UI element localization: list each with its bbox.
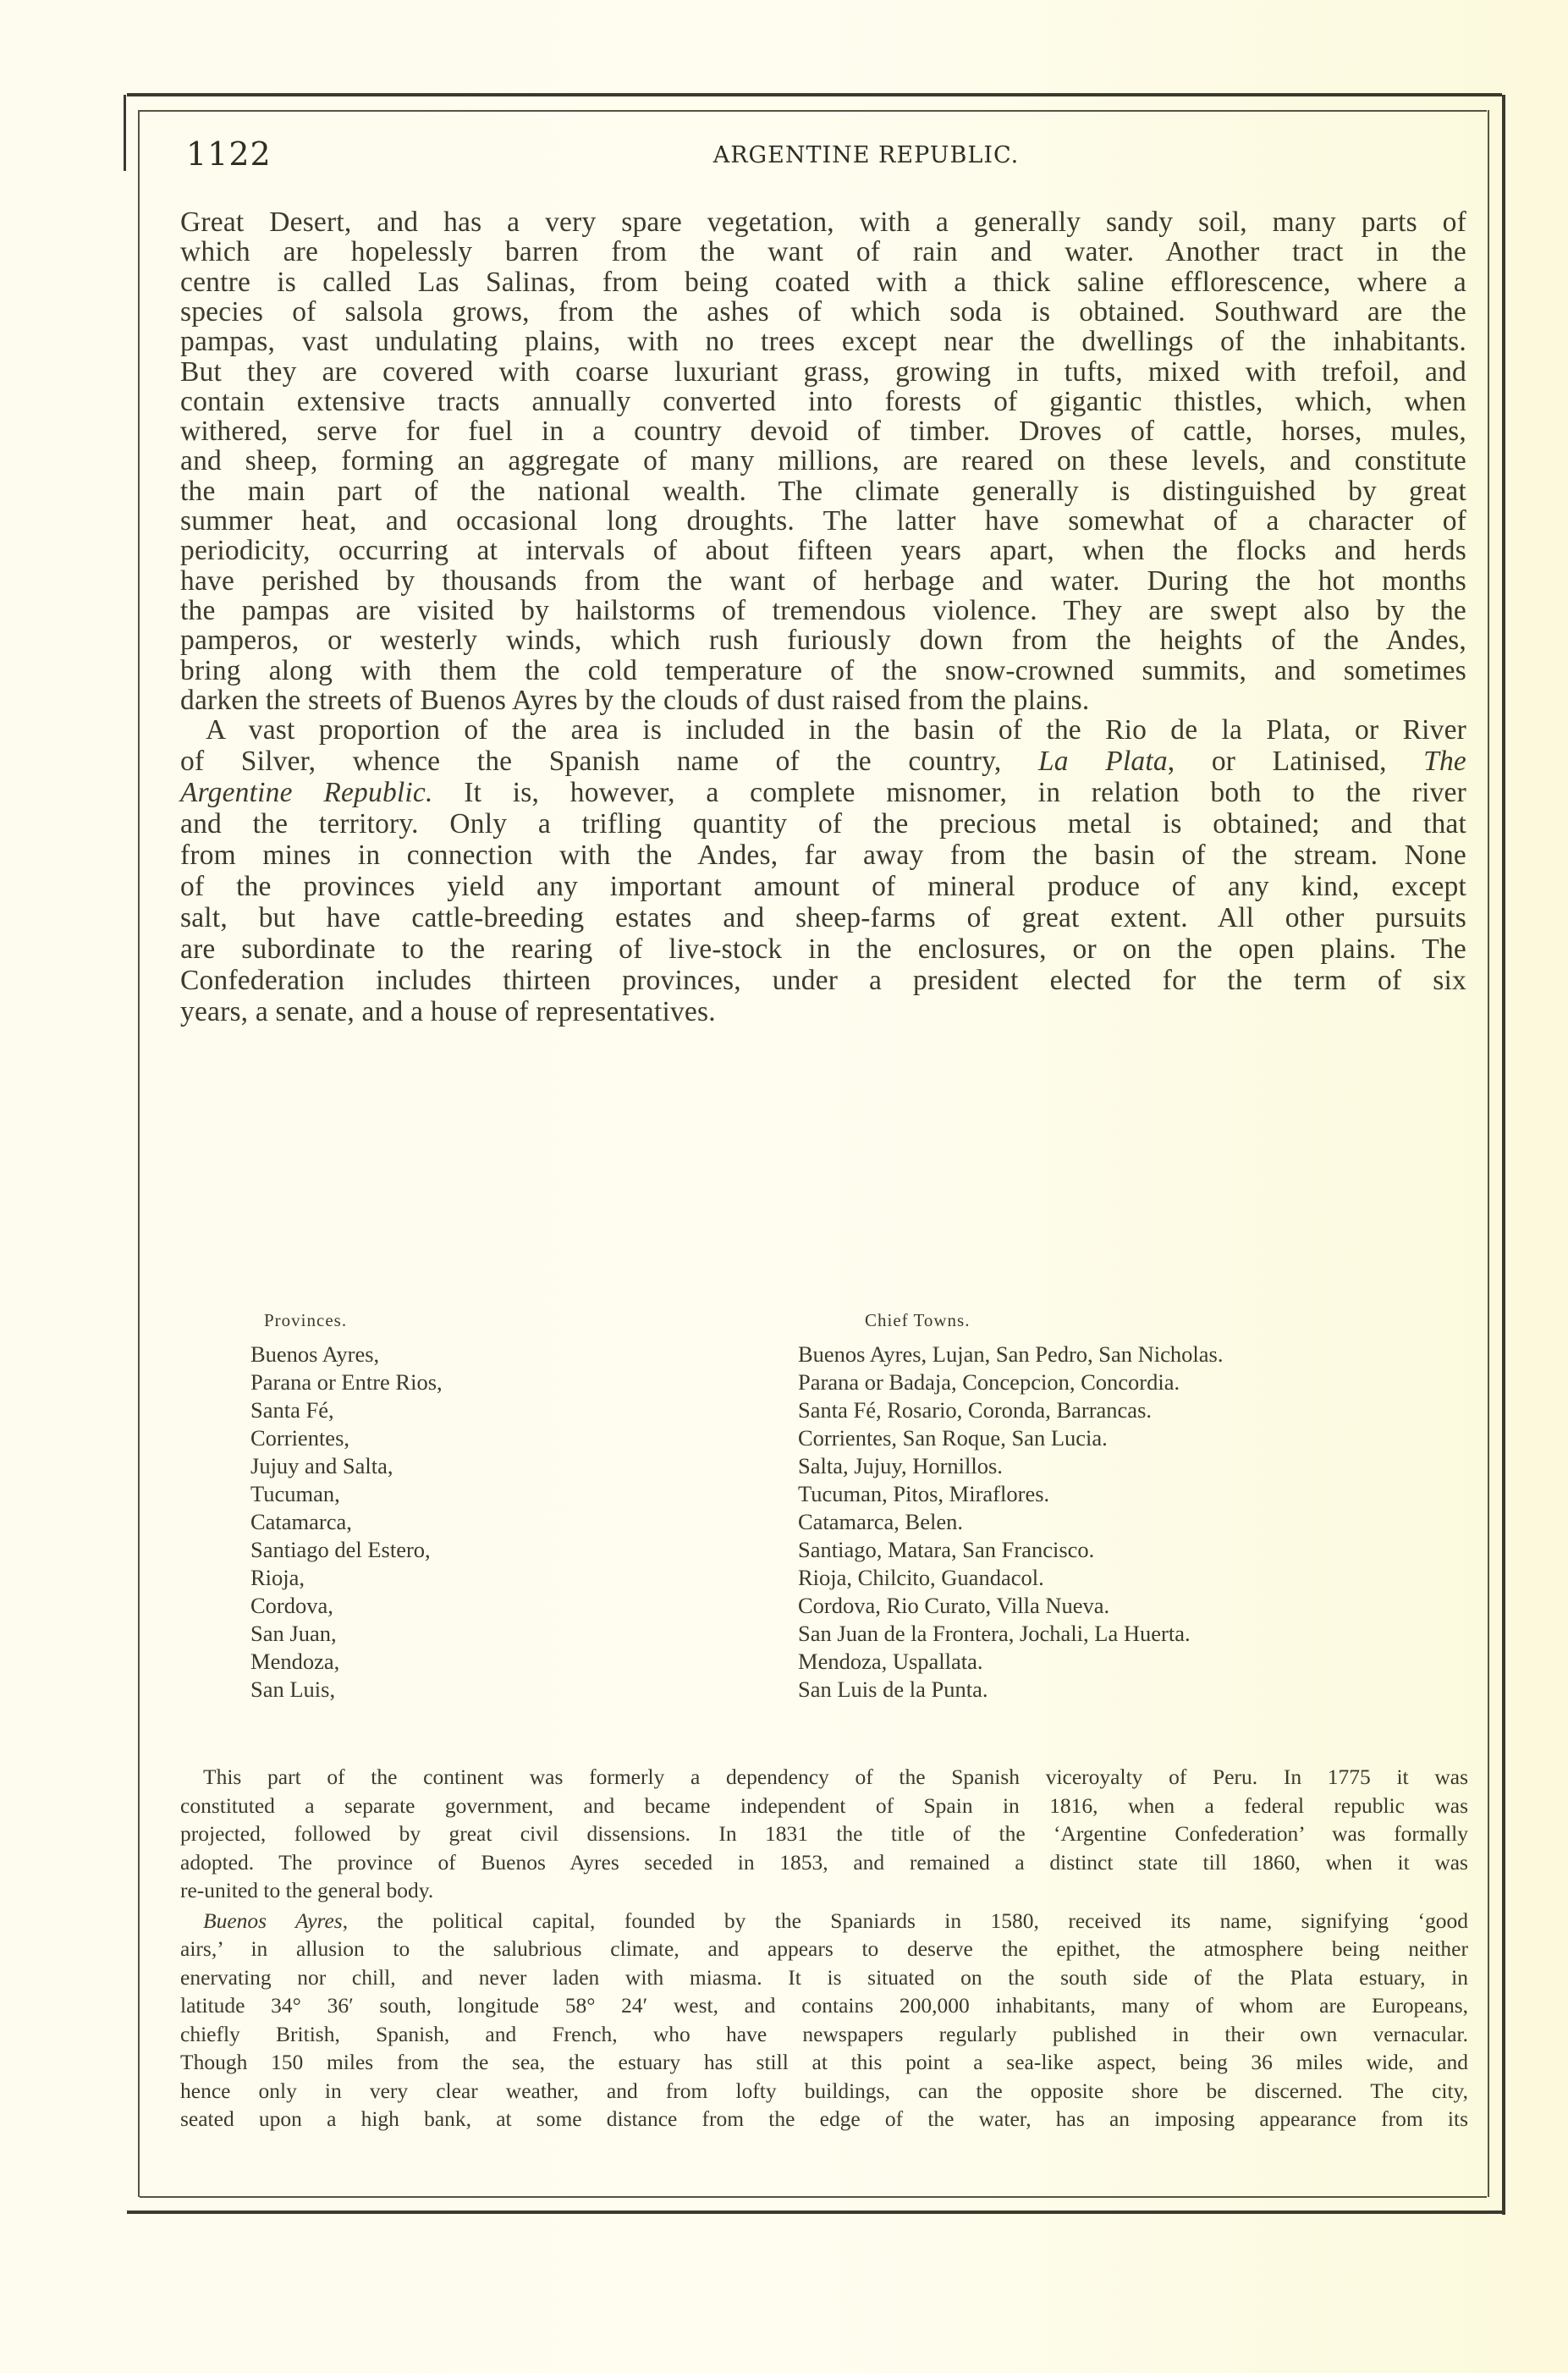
frame-outer-bottom-rule (127, 2211, 1502, 2214)
paragraph-1-line: contain extensive tracts annually converted into forests of gigantic thistles, which, when (180, 385, 1466, 417)
paragraph-2-line: from mines in connection with the Andes, far away from the basin of the stream. None (180, 840, 1466, 871)
page-number: 1122 (186, 135, 272, 173)
small-print-line: constituted a separate government, and became independent of Spain in 1816, when a federal republic was (180, 1792, 1468, 1818)
paragraph-2-line: A vast proportion of the area is included in the basin of the Rio de la Plata, or River (206, 714, 1466, 746)
chief-towns: Corrientes, San Roque, San Lucia. (798, 1425, 1108, 1451)
chief-towns: Santiago, Matara, San Francisco. (798, 1537, 1095, 1562)
paragraph-1-line: periodicity, occurring at intervals of about fifteen years apart, when the flocks and herds (180, 535, 1466, 567)
paragraph-2-line: salt, but have cattle-breeding estates and sheep-farms of great extent. All other pursuits (180, 902, 1466, 933)
chief-towns: Parana or Badaja, Concepcion, Concordia. (798, 1369, 1180, 1395)
paragraph-2-line: of the provinces yield any important amount of mineral produce of any kind, except (180, 871, 1466, 902)
small-print-line: Though 150 miles from the sea, the estuary has still at this point a sea-like aspect, being 36 miles wide, and (180, 2050, 1468, 2074)
paragraph-1-line: pampas, vast undulating plains, with no trees except near the dwellings of the inhabitants. (180, 326, 1466, 358)
frame-outer-top-rule (127, 93, 1502, 96)
province-name: Mendoza, (250, 1649, 340, 1674)
table-row (250, 1424, 1351, 1451)
chief-towns: San Luis de la Punta. (798, 1677, 988, 1702)
paragraph-1-line: species of salsola grows, from the ashes of which soda is obtained. Southward are the (180, 295, 1466, 328)
table-row (250, 1536, 1351, 1563)
small-print-line: adopted. The province of Buenos Ayres seceded in 1853, and remained a distinct state till 1860, when it was (180, 1849, 1468, 1875)
province-name: San Juan, (250, 1621, 337, 1646)
small-print-line: seated upon a high bank, at some distance from the edge of the water, has an imposing appearance from its (180, 2106, 1468, 2131)
paragraph-1-line: which are hopelessly barren from the want of rain and water. Another tract in the (180, 236, 1466, 268)
chief-towns: Rioja, Chilcito, Guandacol. (798, 1565, 1044, 1590)
frame-inner-top-rule (140, 110, 1487, 112)
italic-term-argentine-republic: Argentine Republic. (180, 777, 433, 808)
paragraph-2-line: and the territory. Only a trifling quantity of the precious metal is obtained; and that (180, 808, 1466, 840)
province-name: San Luis, (250, 1677, 336, 1702)
chief-towns: Santa Fé, Rosario, Coronda, Barrancas. (798, 1397, 1153, 1423)
frame-inner-left-rule (138, 110, 140, 2197)
table-row (250, 1480, 1351, 1507)
italic-term-the: The (1423, 746, 1467, 777)
paragraph-1-line: darken the streets of Buenos Ayres by the clouds of dust raised from the plains. (180, 684, 1090, 716)
paragraph-1-line: have perished by thousands from the want of herbage and water. During the hot months (180, 564, 1466, 597)
paragraph-1-line: bring along with them the cold temperature of the snow-crowned summits, and sometimes (180, 654, 1466, 686)
paragraph-1-line: pamperos, or westerly winds, which rush furiously down from the heights of the Andes, (180, 625, 1466, 657)
province-name: Tucuman, (250, 1481, 340, 1506)
italic-term-la-plata: La Plata (1037, 746, 1168, 777)
chief-towns: Buenos Ayres, Lujan, San Pedro, San Nicholas. (798, 1341, 1224, 1367)
province-name: Jujuy and Salta, (250, 1453, 393, 1478)
paragraph-2-line: are subordinate to the rearing of live-stock in the enclosures, or on the open plains. The (180, 933, 1466, 965)
paragraph-1-line: the pampas are visited by hailstorms of tremendous violence. They are swept also by the (180, 594, 1466, 626)
table-row (250, 1648, 1351, 1675)
table-row (250, 1676, 1351, 1703)
province-name: Cordova, (250, 1593, 333, 1618)
province-name: Santa Fé, (250, 1397, 334, 1423)
frame-inner-right-rule (1488, 110, 1489, 2197)
small-print-line: hence only in very clear weather, and from lofty buildings, can the opposite shore be discerned. The city, (180, 2078, 1468, 2103)
province-name: Catamarca, (250, 1509, 352, 1534)
table-row (250, 1341, 1351, 1368)
running-title (0, 142, 1568, 168)
province-name: Corrientes, (250, 1425, 350, 1451)
small-print-line: re-united to the general body. (180, 1878, 434, 1902)
running-title-text: ARGENTINE REPUBLIC. (712, 142, 1020, 168)
text-run: of Silver, whence the Spanish name of the country, (180, 746, 1038, 777)
paragraph-1-line: and sheep, forming an aggregate of many millions, are reared on these levels, and constitute (180, 445, 1466, 477)
chief-towns: Mendoza, Uspallata. (798, 1649, 983, 1674)
table-row (250, 1396, 1351, 1423)
column-header-provinces: Provinces. (264, 1310, 348, 1330)
chief-towns: Catamarca, Belen. (798, 1509, 963, 1534)
frame-outer-right-rule (1502, 95, 1505, 2215)
text-run: , the political capital, founded by the Spaniards in 1580, received its name, signifying ‘good (342, 1908, 1468, 1933)
paragraph-1-line: summer heat, and occasional long droughts. The latter have somewhat of a character of (180, 505, 1466, 537)
province-name: Rioja, (250, 1565, 305, 1590)
text-run: It is, however, a complete misnomer, in relation both to the river (432, 777, 1466, 808)
paragraph-1-line: Great Desert, and has a very spare vegetation, with a generally sandy soil, many parts of (180, 206, 1466, 238)
paragraph-1-line: withered, serve for fuel in a country devoid of timber. Droves of cattle, horses, mules, (180, 416, 1466, 448)
paragraph-2-line (180, 777, 1466, 809)
table-row (250, 1620, 1351, 1647)
table-row (250, 1452, 1351, 1479)
column-header-chief-towns: Chief Towns. (865, 1310, 971, 1330)
small-print-line: enervating nor chill, and never laden with miasma. It is situated on the south side of the Plata estuary, in (180, 1964, 1468, 1990)
small-print-line (203, 1909, 1468, 1933)
chief-towns: San Juan de la Frontera, Jochali, La Huerta. (798, 1621, 1191, 1646)
italic-term-buenos-ayres: Buenos Ayres (203, 1908, 343, 1933)
small-print-line: airs,’ in allusion to the salubrious climate, and appears to deserve the epithet, the atmosphere being neither (180, 1936, 1468, 1961)
table-row (250, 1564, 1351, 1591)
frame-inner-bottom-rule (140, 2196, 1487, 2198)
small-print-line: This part of the continent was formerly a dependency of the Spanish viceroyalty of Peru. In 1775 it was (203, 1765, 1468, 1789)
province-name: Buenos Ayres, (250, 1341, 380, 1367)
chief-towns: Salta, Jujuy, Hornillos. (798, 1453, 1003, 1478)
paragraph-2-line: Confederation includes thirteen provinces, under a president elected for the term of six (180, 965, 1466, 996)
table-row (250, 1508, 1351, 1535)
paragraph-2-line: years, a senate, and a house of representatives. (180, 996, 716, 1027)
paragraph-1-line: the main part of the national wealth. The climate generally is distinguished by great (180, 475, 1466, 507)
small-print-line: projected, followed by great civil dissensions. In 1831 the title of the ‘Argentine Confederation’ was formally (180, 1821, 1468, 1846)
chief-towns: Tucuman, Pitos, Miraflores. (798, 1481, 1050, 1506)
text-run: , or Latinised, (1167, 746, 1424, 777)
small-print-line: chiefly British, Spanish, and French, who have newspapers regularly published in their own vernacular. (180, 2021, 1468, 2046)
paragraph-1-line: centre is called Las Salinas, from being coated with a thick saline efflorescence, where a (180, 266, 1466, 298)
table-row (250, 1592, 1351, 1619)
small-print-line: latitude 34° 36′ south, longitude 58° 24′ west, and contains 200,000 inhabitants, many of whom are Europeans, (180, 1993, 1468, 2018)
paragraph-1-line: But they are covered with coarse luxuriant grass, growing in tufts, mixed with trefoil, and (180, 355, 1466, 388)
table-row (250, 1368, 1351, 1396)
chief-towns: Cordova, Rio Curato, Villa Nueva. (798, 1593, 1110, 1618)
paragraph-2-line (180, 746, 1466, 778)
province-name: Parana or Entre Rios, (250, 1369, 443, 1395)
province-name: Santiago del Estero, (250, 1537, 431, 1562)
